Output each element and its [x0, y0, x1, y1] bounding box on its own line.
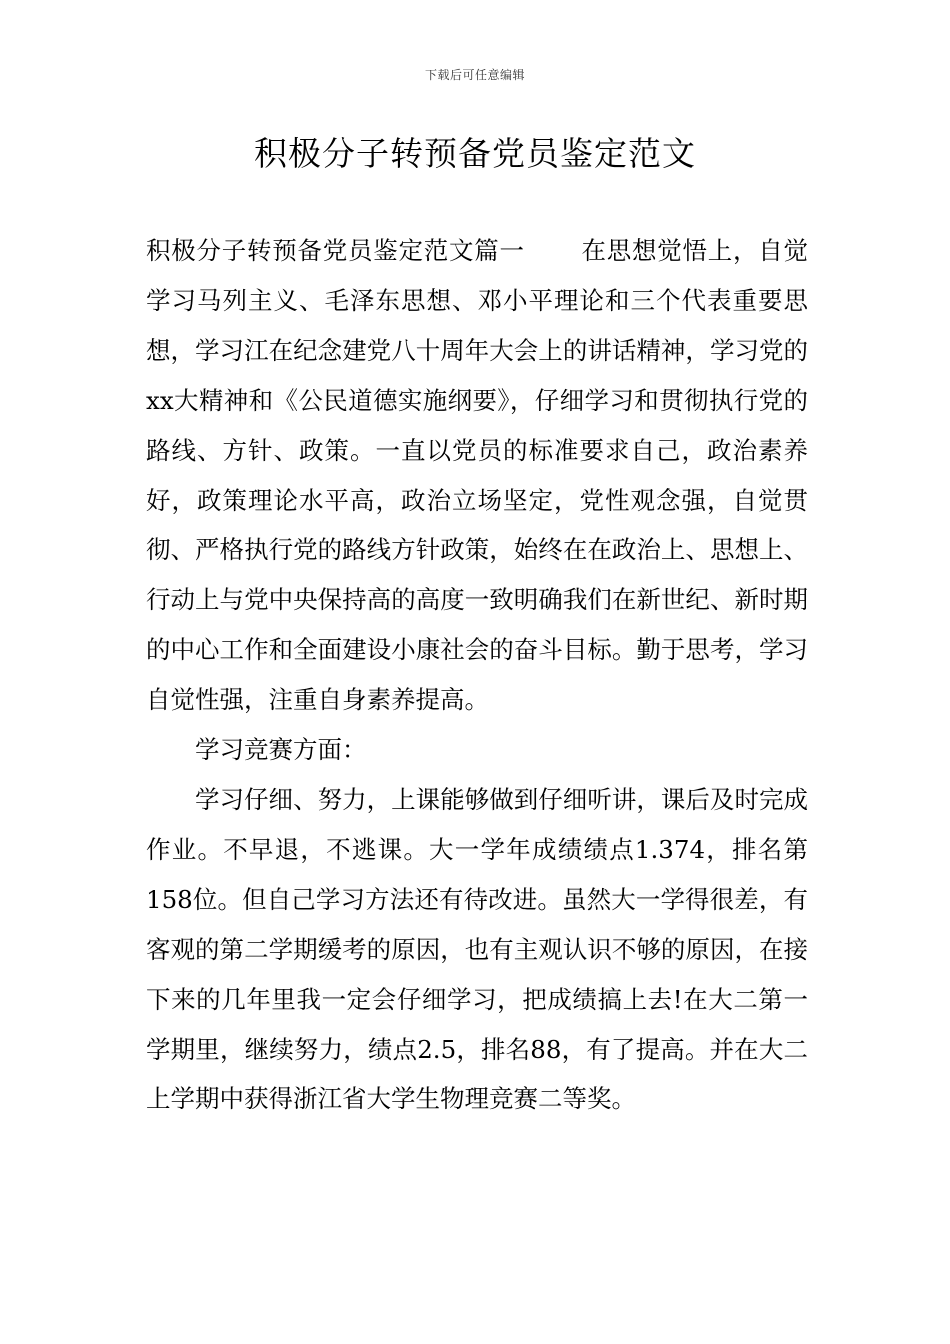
section-heading: 学习竞赛方面：: [195, 735, 367, 765]
opening-paragraph: [146, 226, 808, 725]
document-body: [146, 226, 808, 1124]
document-title: 积极分子转预备党员鉴定范文: [254, 134, 696, 173]
paragraph-text: 学习仔细、努力，上课能够做到仔细听讲，课后及时完成作业。不早退，不逃课。大一学年成绩绩点1.374，排名第158位。但自己学习方法还有待改进。虽然大一学得很差，有客观的第二学期缓考的原因，也有主观认识不够的原因，在接下来的几年里我一定会仔细学习，把成绩搞上去!在大二第一学期里，继续努力，绩点2.5，排名88，有了提高。并在大二上学期中获得浙江省大学生物理竞赛二等奖。: [146, 784, 808, 1114]
header-note: 下载后可任意编辑: [424, 68, 525, 82]
paragraph-text: 在思想觉悟上，自觉学习马列主义、毛泽东思想、邓小平理论和三个代表重要思想，学习江在纪念建党八十周年大会上的讲话精神，学习党的xx大精神和《公民道德实施纲要》，仔细学习和贯彻执行党的路线、方针、政策。一直以党员的标准要求自己，政治素养好，政策理论水平高，政治立场坚定，党性观念强，自觉贯彻、严格执行党的路线方针政策，始终在在政治上、思想上、行动上与党中央保持高的高度一致明确我们在新世纪、新时期的中心工作和全面建设小康社会的奋斗目标。勤于思考，学习自觉性强，注重自身素养提高。: [146, 236, 808, 715]
section-label: 积极分子转预备党员鉴定范文篇一: [146, 236, 525, 265]
